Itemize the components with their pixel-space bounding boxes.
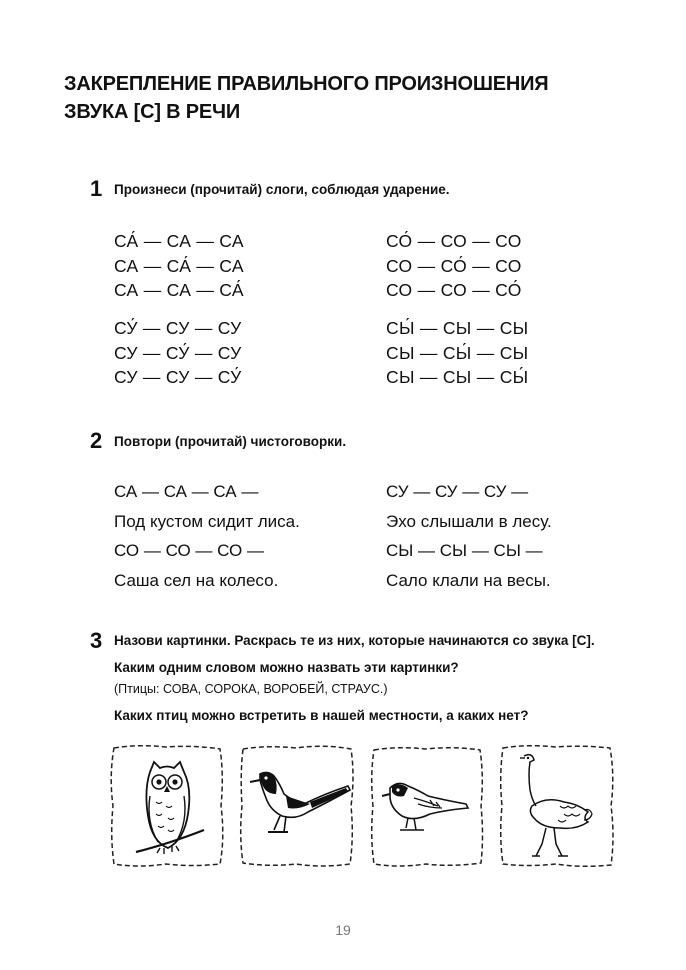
syllables-left-group-2 (114, 316, 242, 390)
task-2-instruction: Повтори (прочитай) чистоговорки. (114, 434, 347, 449)
ostrich-icon (498, 744, 616, 868)
task-3-hint: (Птицы: СОВА, СОРОКА, ВОРОБЕЙ, СТРАУС.) (114, 682, 388, 696)
rhyme-text: Сало клали на весы. (386, 571, 551, 590)
rhyme-text: Эхо слышали в лесу. (386, 512, 552, 531)
task-3-question-1: Каким одним словом можно назвать эти картинки? (114, 660, 459, 675)
rhyme-syllables: СО — СО — СО — (114, 541, 264, 560)
title-line-2: ЗВУКА [С] В РЕЧИ (64, 101, 241, 123)
picture-frame-ostrich[interactable] (498, 744, 616, 868)
magpie-icon (238, 744, 356, 868)
picture-frame-magpie[interactable] (238, 744, 356, 868)
syllable-line: СА — СА — СА́ (114, 280, 244, 300)
syllable-line: СА́ — СА — СА (114, 231, 244, 251)
syllables-left-group-1 (114, 229, 244, 303)
task-2-number: 2 (90, 428, 103, 453)
syllable-line: СО — СО́ — СО (386, 255, 522, 276)
rhyme-text: Под кустом сидит лиса. (114, 512, 300, 531)
picture-frame-sparrow[interactable] (368, 744, 486, 868)
syllable-line: СЫ — СЫ́ — СЫ (386, 342, 529, 363)
syllables-right-group-2 (386, 316, 528, 390)
syllable-line: СУ́ — СУ — СУ (114, 318, 242, 338)
task-1-number: 1 (90, 176, 103, 201)
rhyme-syllables: СУ — СУ — СУ — (386, 482, 529, 501)
syllable-line: СЫ́ — СЫ — СЫ (386, 318, 529, 338)
rhyme-2 (386, 477, 552, 537)
page-title (64, 70, 624, 126)
page-number: 19 (335, 922, 351, 938)
syllable-line: СО́ — СО — СО (386, 231, 522, 251)
syllable-line: СЫ — СЫ — СЫ́ (386, 367, 529, 387)
task-1-instruction: Произнеси (прочитай) слоги, соблюдая ударение. (114, 182, 450, 197)
syllable-line: СА — СА́ — СА (114, 255, 244, 276)
rhyme-1 (114, 477, 300, 537)
syllables-right-group-1 (386, 229, 522, 303)
rhyme-3 (114, 536, 278, 596)
bird-pictures (108, 744, 616, 874)
syllable-line: СО — СО — СО́ (386, 280, 522, 300)
sparrow-icon (368, 744, 486, 868)
syllable-line: СУ — СУ́ — СУ (114, 342, 242, 363)
rhyme-syllables: СА — СА — СА — (114, 482, 259, 501)
rhyme-text: Саша сел на колесо. (114, 571, 279, 590)
owl-icon (108, 744, 226, 868)
title-line-1: ЗАКРЕПЛЕНИЕ ПРАВИЛЬНОГО ПРОИЗНОШЕНИЯ (64, 73, 549, 95)
task-3-question-2: Каких птиц можно встретить в нашей местности, а каких нет? (114, 708, 529, 723)
syllable-line: СУ — СУ — СУ́ (114, 367, 242, 387)
picture-frame-owl[interactable] (108, 744, 226, 868)
task-3-number: 3 (90, 628, 103, 653)
rhyme-syllables: СЫ — СЫ — СЫ — (386, 541, 543, 560)
rhyme-4 (386, 536, 551, 596)
task-3-instruction: Назови картинки. Раскрась те из них, которые начинаются со звука [С]. (114, 633, 595, 648)
